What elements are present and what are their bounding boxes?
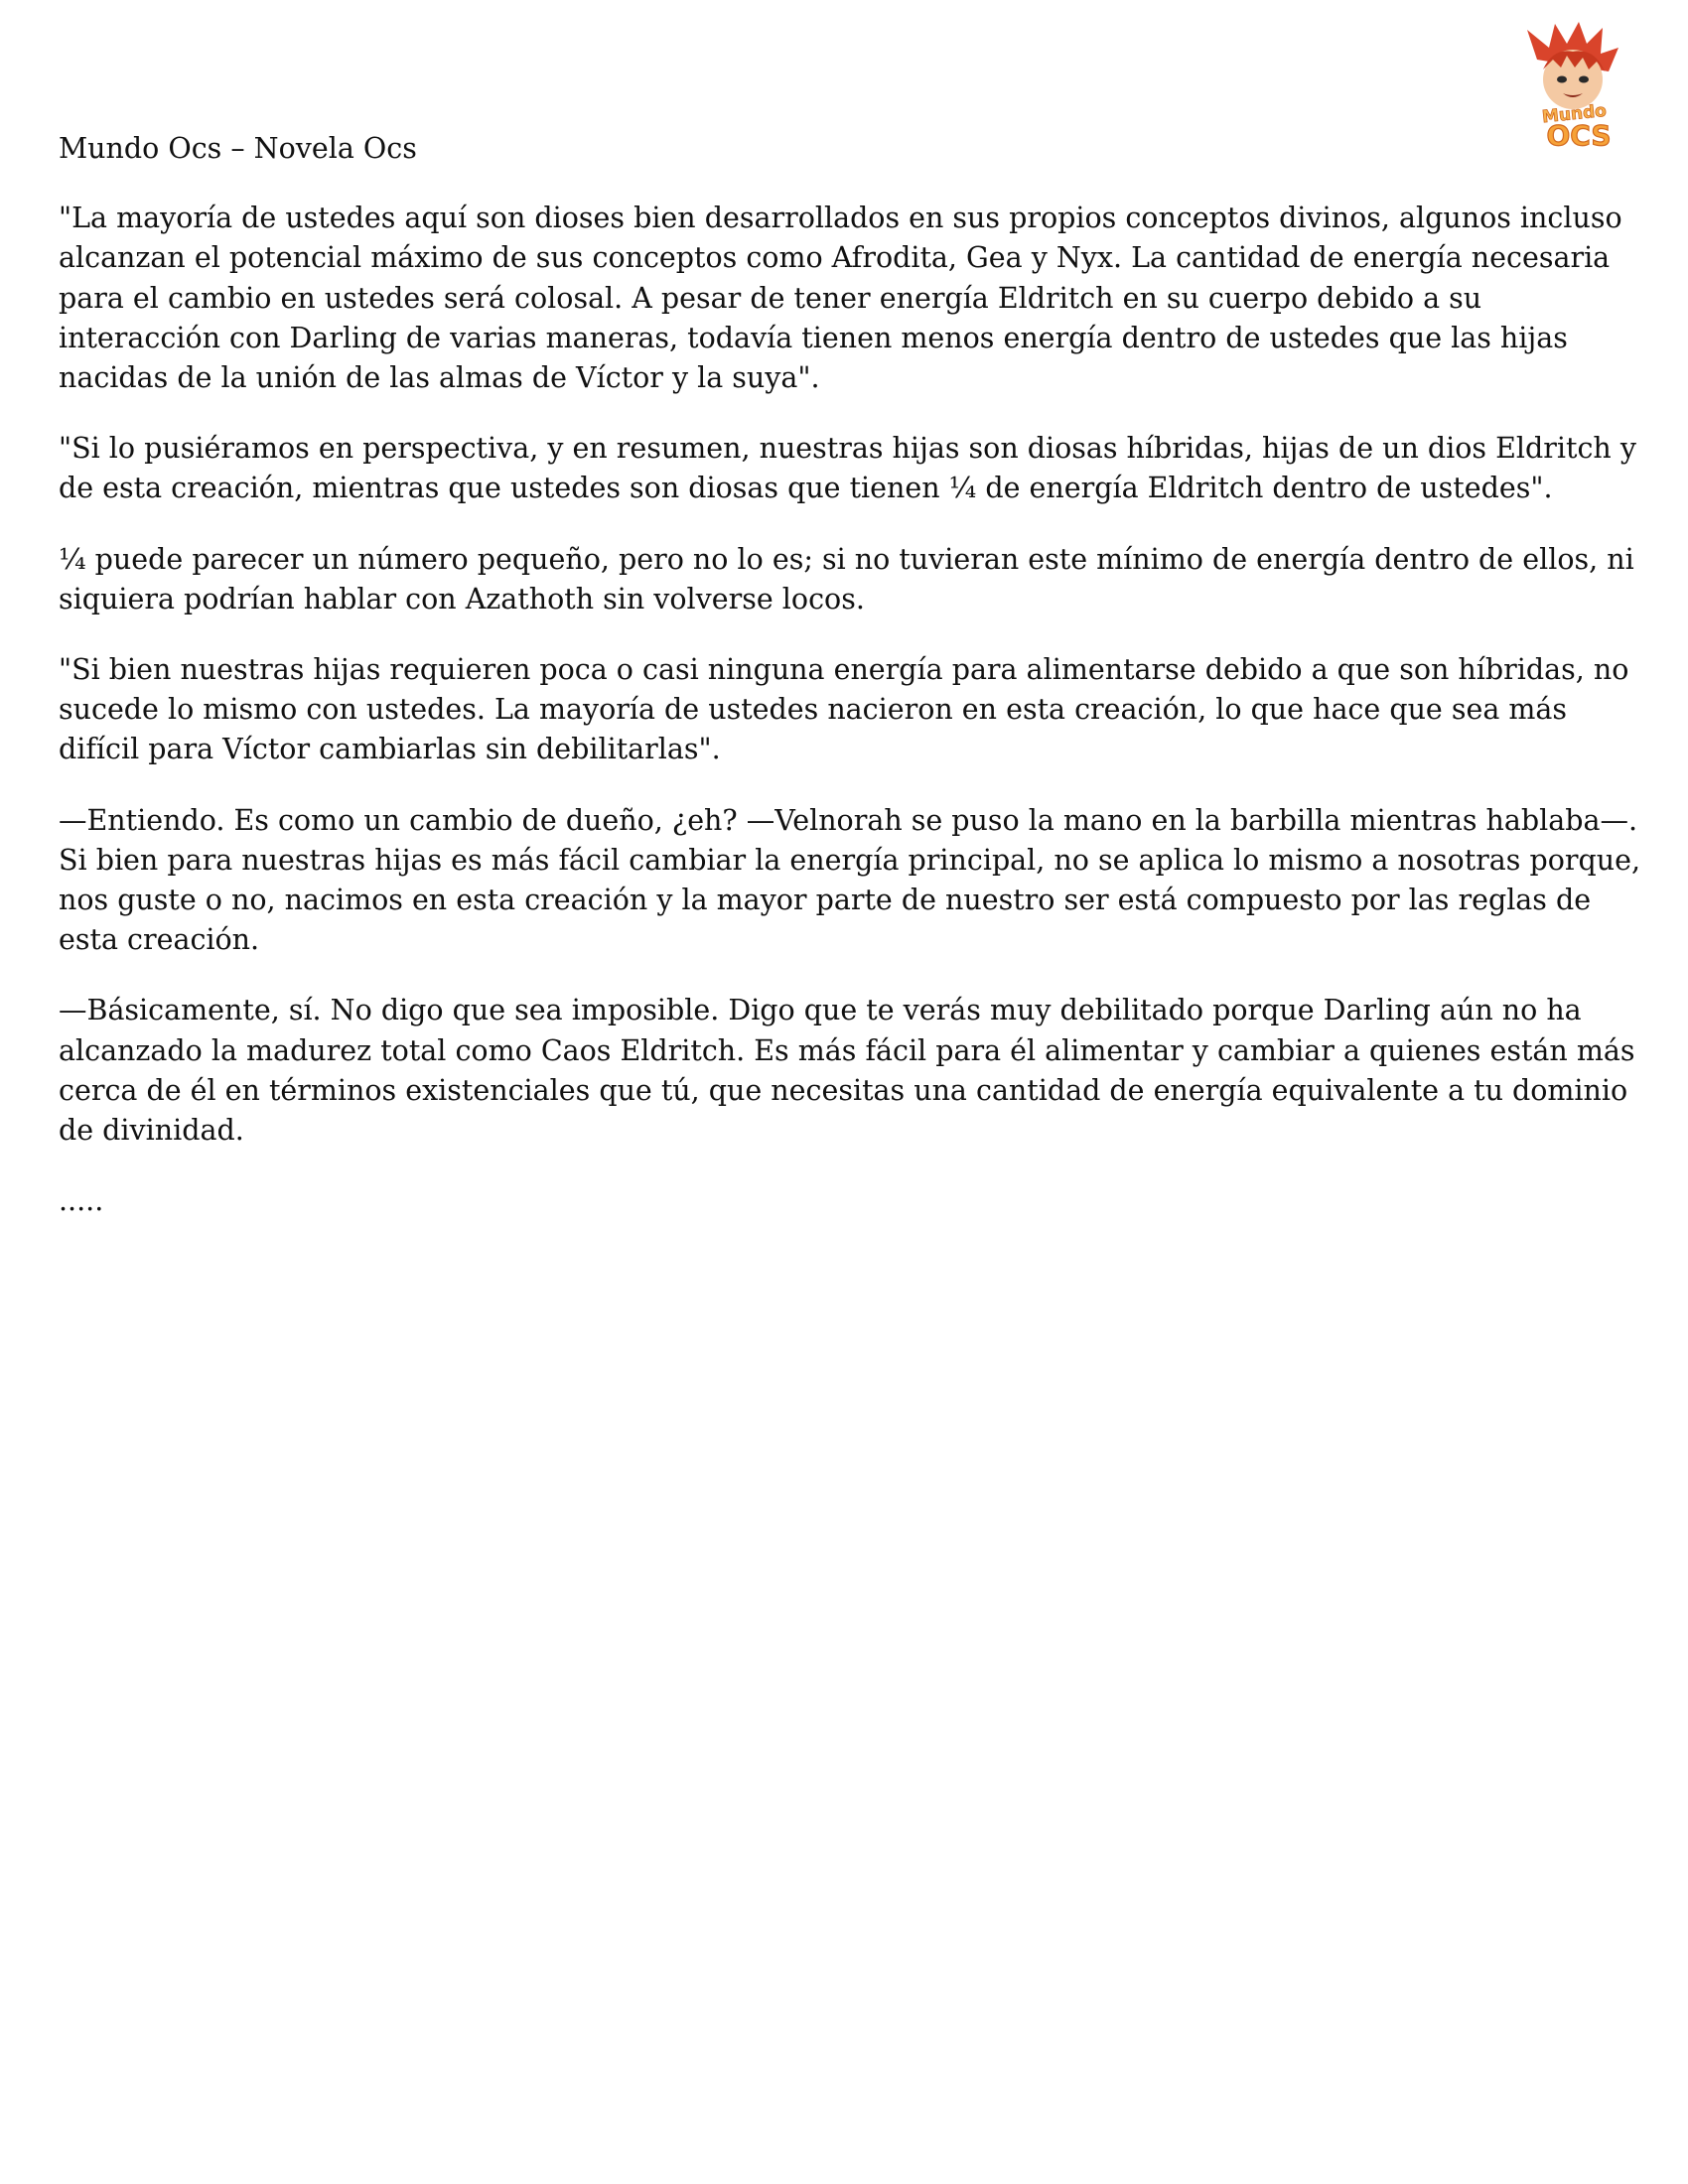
paragraph-5: —Entiendo. Es como un cambio de dueño, ¿eh? —Velnorah se puso la mano en la barbilla mientras hablaba—. Si bien para nuestras hijas es más fácil cambiar la energía principal, no se aplica lo mismo a nosotras porque, nos guste o no, nacimos en esta creación y la mayor parte de nuestro ser está compuesto por las reglas de esta creación. xyxy=(59,803,1641,957)
svg-text:Mundo: Mundo xyxy=(1541,100,1608,128)
paragraph-6: —Básicamente, sí. No digo que sea imposible. Digo que te verás muy debilitado porque Darling aún no ha alcanzado la madurez total como Caos Eldritch. Es más fácil para él alimentar y cambiar a quienes están más cerca de él en términos existenciales que tú, que necesitas una cantidad de energía equivalente a tu dominio de divinidad. xyxy=(59,994,1635,1148)
svg-text:OCS: OCS xyxy=(1546,119,1612,151)
paragraph-4: "Si bien nuestras hijas requieren poca o casi ninguna energía para alimentarse debido a que son híbridas, no sucede lo mismo con ustedes. La mayoría de ustedes nacieron en esta creación, lo que hace que sea más difícil para Víctor cambiarlas sin debilitarlas". xyxy=(59,653,1629,766)
document-body xyxy=(59,129,1647,1221)
document-header-title: Mundo Ocs – Novela Ocs xyxy=(59,132,417,165)
paragraph-3: ¼ puede parecer un número pequeño, pero no lo es; si no tuvieran este mínimo de energía dentro de ellos, ni siquiera podrían hablar con Azathoth sin volverse locos. xyxy=(59,542,1634,615)
ending-ellipsis: ..... xyxy=(59,1184,104,1218)
paragraph-1: "La mayoría de ustedes aquí son dioses bien desarrollados en sus propios conceptos divinos, algunos incluso alcanzan el potencial máximo de sus conceptos como Afrodita, Gea y Nyx. La cantidad de energía necesaria para el cambio en ustedes será colosal. A pesar de tener energía Eldritch en su cuerpo debido a su interacción con Darling de varias maneras, todavía tienen menos energía dentro de ustedes que las hijas nacidas de la unión de las almas de Víctor y la suya". xyxy=(59,202,1622,395)
paragraph-2: "Si lo pusiéramos en perspectiva, y en resumen, nuestras hijas son diosas híbridas, hijas de un dios Eldritch y de esta creación, mientras que ustedes son diosas que tienen ¼ de energía Eldritch dentro de ustedes". xyxy=(59,432,1636,505)
